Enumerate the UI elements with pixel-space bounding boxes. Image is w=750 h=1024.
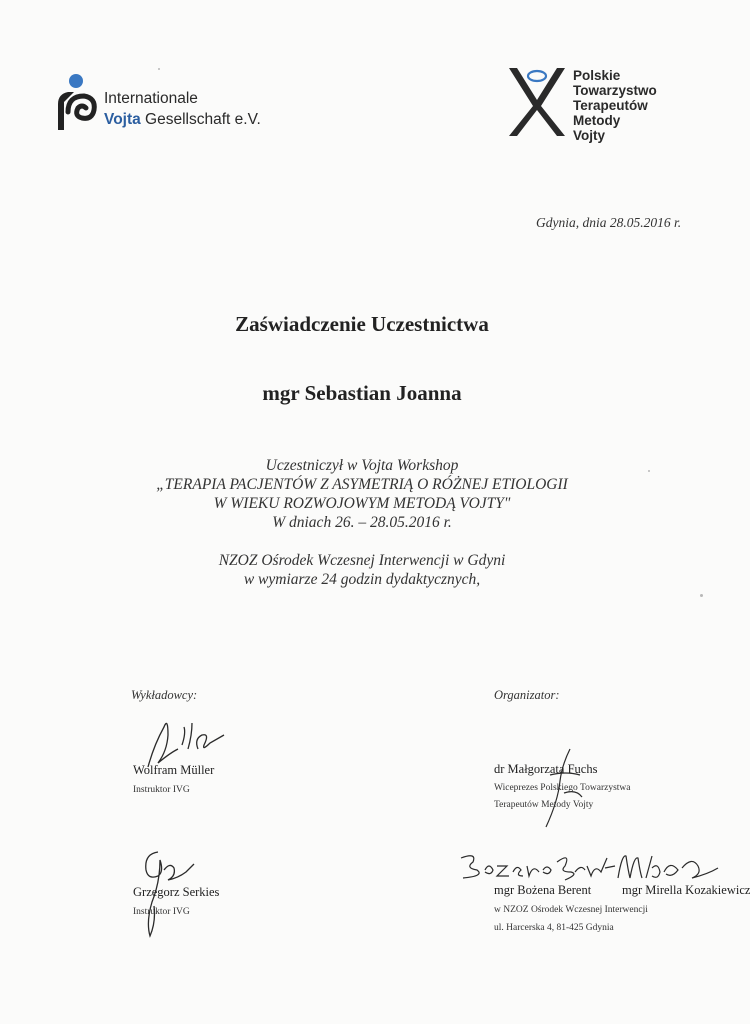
pttmv-line: Towarzystwo — [573, 83, 657, 98]
ivg-logo-mark — [52, 72, 102, 130]
lecturers-label: Wykładowcy: — [131, 688, 198, 702]
workshop-title-line: W WIEKU ROZWOJOWYM METODĄ VOJTY" — [213, 495, 511, 512]
lecturer2-name: Grzegorz Serkies — [133, 885, 220, 899]
organizer3-name: mgr Mirella Kozakiewicz — [622, 883, 750, 897]
organizer-institution-line1: w NZOZ Ośrodek Wczesnej Interwencji — [494, 905, 648, 915]
pttmv-logo — [505, 66, 705, 143]
venue-line: NZOZ Ośrodek Wczesnej Interwencji w Gdyni — [218, 552, 506, 569]
lecturer2-role: Instruktor IVG — [133, 907, 190, 917]
organizer-label: Organizator: — [494, 688, 560, 702]
ivg-logo-rest: Gesellschaft e.V. — [140, 111, 261, 128]
pttmv-line: Terapeutów — [573, 98, 648, 113]
ivg-logo-line1: Internationale — [104, 90, 198, 107]
hours-line: w wymiarze 24 godzin dydaktycznych, — [243, 571, 481, 588]
organizer1-role-line1: Wiceprezes Polskiego Towarzystwa — [494, 783, 631, 793]
organizer2-name: mgr Bożena Berent — [494, 883, 592, 897]
scan-speck — [648, 470, 650, 472]
pttmv-line: Metody — [573, 113, 621, 128]
body-line: Uczestniczył w Vojta Workshop — [265, 457, 459, 474]
organizer2-signature — [455, 848, 615, 888]
scan-speck — [158, 68, 160, 70]
organizer-institution-line2: ul. Harcerska 4, 81-425 Gdynia — [494, 923, 614, 933]
pttmv-logo-text — [573, 68, 657, 143]
pttmv-line: Vojty — [573, 128, 606, 143]
recipient-name: mgr Sebastian Joanna — [262, 381, 462, 405]
ivg-logo-line2 — [104, 109, 261, 130]
scan-speck — [700, 594, 703, 597]
lecturer1-name: Wolfram Müller — [133, 763, 215, 777]
certificate-body — [0, 456, 724, 589]
workshop-dates: W dniach 26. – 28.05.2016 r. — [272, 514, 452, 531]
document-title: Zaświadczenie Uczestnictwa — [235, 312, 489, 336]
organizer1-name: dr Małgorzata Fuchs — [494, 762, 598, 776]
workshop-title-line: „TERAPIA PACJENTÓW Z ASYMETRIĄ O RÓŻNEJ ETIOLOGII — [156, 476, 568, 493]
ivg-logo-text — [104, 88, 261, 130]
ivg-logo — [52, 72, 282, 132]
pttmv-logo-mark — [505, 66, 569, 138]
organizer3-signature — [612, 848, 722, 884]
organizer1-role-line2: Terapeutów Metody Vojty — [494, 800, 594, 810]
lecturer1-role: Instruktor IVG — [133, 785, 190, 795]
pttmv-line: Polskie — [573, 68, 621, 83]
ivg-logo-accent: Vojta — [104, 111, 141, 128]
issue-date: Gdynia, dnia 28.05.2016 r. — [536, 215, 682, 230]
